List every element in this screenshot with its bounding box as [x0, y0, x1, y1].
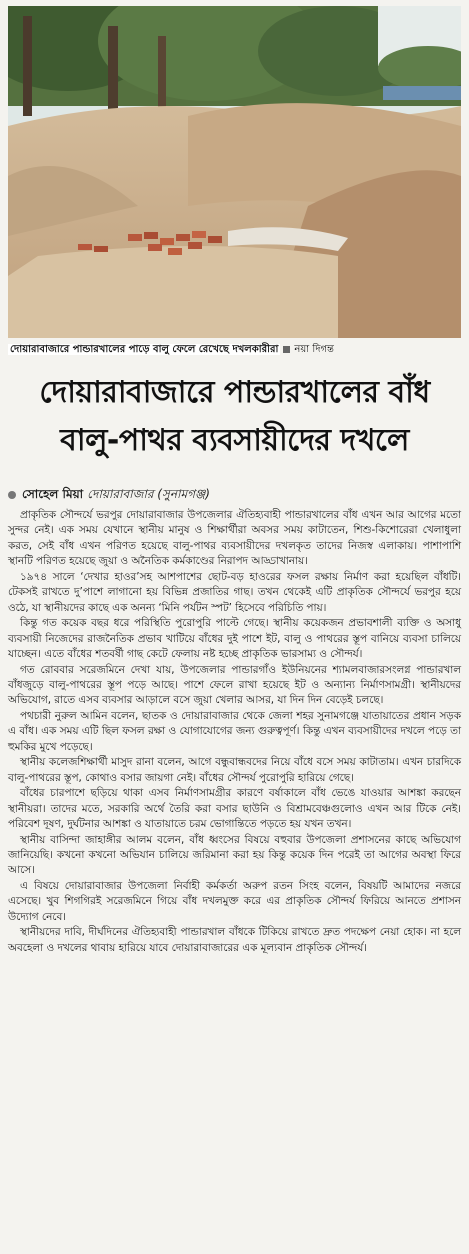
headline-line-2: বালু-পাথর ব্যবসায়ীদের দখলে [60, 423, 409, 458]
author-name: সোহেল মিয়া [22, 487, 84, 501]
byline-bullet-icon [8, 491, 16, 499]
article-paragraph: বাঁধের চারপাশে ছড়িয়ে থাকা এসব নির্মাণসামগ্রীর কারণে বর্ষাকালে বাঁধ ভেঙে যাওয়ার আশঙ্কা করছেন স্থানীয়রা। তাদের মতে, সরকারি অর্থে তৈরি করা বসার ছাউনি ও বিশ্রামবেঞ্চগুলোও এখন আর টিকে নেই। পরিবেশ দূষণ, দুর্ঘটনার আশঙ্কা ও যাতায়াতে চরম ভোগান্তিতে পড়তে হয় যখন তখন। [8, 787, 461, 831]
article-paragraph: কিন্তু গত কয়েক বছর ধরে পরিস্থিতি পুরোপুরি পাল্টে গেছে। স্থানীয় কয়েকজন প্রভাবশালী ব্যক্তি ও অসাধু ব্যবসায়ী নিজেদের রাজনৈতিক প্রভাব খাটিয়ে বাঁধের দুই পাশে ইট, বালু ও পাথরের স্তূপ বানিয়ে ব্যবসা চালিয়ে যাচ্ছেন। এতে বাঁধের শতবর্ষী গাছ কেটে ফেলায় নষ্ট হচ্ছে প্রাকৃতিক ভারসাম্য ও সৌন্দর্য। [8, 617, 461, 661]
article-paragraph: স্থানীয়দের দাবি, দীর্ঘদিনের ঐতিহ্যবাহী পান্ডারখাল বাঁধকে টিকিয়ে রাখতে দ্রুত পদক্ষেপ নেয়া হোক। না হলে অবহেলা ও দখলের থাবায় হারিয়ে যাবে দোয়ারাবাজারের এক মূল্যবান প্রাকৃতিক সৌন্দর্য। [8, 926, 461, 954]
caption-text: দোয়ারাবাজারে পান্ডারখালের পাড়ে বালু ফেলে রেখেছে দখলকারীরা [10, 344, 279, 355]
photo-caption [8, 340, 461, 360]
photo-credit: নয়া দিগন্ত [294, 344, 334, 355]
dateline-location: দোয়ারাবাজার (সুনামগঞ্জ) [87, 487, 210, 501]
news-photo [8, 6, 461, 338]
tree-trunk [23, 16, 32, 116]
article-paragraph: প্রাকৃতিক সৌন্দর্যে ভরপুর দোয়ারাবাজার উপজেলার ঐতিহ্যবাহী পান্ডারখালের বাঁধ এখন আর আগের মতো সুন্দর নেই। এক সময় যেখানে স্থানীয় মানুষ ও শিক্ষার্থীরা অবসর সময় কাটাতেন, শিশু-কিশোরেরা খেলাধুলা করত, সেই বাঁধ এখন পরিণত হয়েছে বালু-পাথর ব্যবসায়ীদের দখলকৃত তাদের নিজস্ব এলাকায়। পাশাপাশি স্থানটি পরিণত হয়েছে জুয়া ও অনৈতিক কর্মকাণ্ডের নিরাপদ আড্ডাখানায়। [8, 509, 461, 568]
article-paragraph: ১৯৭৪ সালে ‘দেখার হাওর’সহ আশপাশের ছোট-বড় হাওরের ফসল রক্ষায় নির্মাণ করা হয়েছিল বাঁধটি। টেকসই রাখতে দু’পাশে লাগানো হয় বিভিন্ন প্রজাতির গাছ। তখন থেকেই এটি প্রাকৃতিক সৌন্দর্যে ভরপুর হয়ে ওঠে, যা স্থানীয়দের কাছে এক অনন্য ‘মিনি পর্যটন স্পট’ হিসেবে পরিচিতি পায়। [8, 570, 461, 614]
article-paragraph: পথচারী নুরুল আমিন বলেন, ছাতক ও দোয়ারাবাজার থেকে জেলা শহর সুনামগঞ্জে যাতায়াতের প্রধান সড়ক এ বাঁধ। এক সময় এটি ছিল ফসল রক্ষা ও যোগাযোগের জন্য গুরুত্বপূর্ণ। কিন্তু এখন ব্যবসায়ীদের দখলে পড়ে তা হুমকির মুখে পড়েছে। [8, 709, 461, 753]
sand-path [8, 246, 338, 338]
river [383, 86, 461, 100]
headline [6, 372, 463, 462]
article-body [8, 508, 461, 956]
caption-separator-icon [283, 346, 290, 353]
article-paragraph: স্থানীয় বাসিন্দা জাহাঙ্গীর আলম বলেন, বাঁধ ধ্বংসের বিষয়ে বহুবার উপজেলা প্রশাসনের কাছে অভিযোগ জানিয়েছি। কখনো কখনো অভিযান চালিয়ে জরিমানা করা হয় কিন্তু কয়েক দিন পরেই তা আগের অবস্থা ফিরে আসে। [8, 833, 461, 877]
article-paragraph: স্থানীয় কলেজশিক্ষার্থী মাসুদ রানা বলেন, আগে বন্ধুবান্ধবদের নিয়ে বাঁধে বসে সময় কাটাতাম। এখন চারদিকে বালু-পাথরের স্তূপ, কোথাও বসার জায়গা নেই। বাঁধের সৌন্দর্য পুরোপুরি হারিয়ে গেছে। [8, 756, 461, 784]
article-paragraph: গত রোববার সরেজমিনে দেখা যায়, উপজেলার পান্ডারগাঁও ইউনিয়নের শ্যামলবাজারসংলগ্ন পান্ডারখাল বাঁধজুড়ে বালু-পাথরের স্তূপ পড়ে আছে। পাশে ফেলে রাখা হয়েছে ইট ও অন্যান্য নির্মাণসামগ্রী। স্থানীয়দের অভিযোগ, রাতে এসব ব্যবসার আড়ালে বসে জুয়া খেলার আসর, যা দিন দিন বেড়েই চলছে। [8, 663, 461, 707]
article-paragraph: এ বিষয়ে দোয়ারাবাজার উপজেলা নির্বাহী কর্মকর্তা অরুপ রতন সিংহ বলেন, বিষয়টি আমাদের নজরে এসেছে। খুব শিগগিরই সরেজমিনে গিয়ে বাঁধ দখলমুক্ত করে এর প্রাকৃতিক সৌন্দর্য ফিরিয়ে আনতে প্রশাসন উদ্যোগ নেবে। [8, 879, 461, 923]
headline-line-1: দোয়ারাবাজারে পান্ডারখালের বাঁধ [39, 375, 430, 410]
byline [8, 486, 461, 502]
